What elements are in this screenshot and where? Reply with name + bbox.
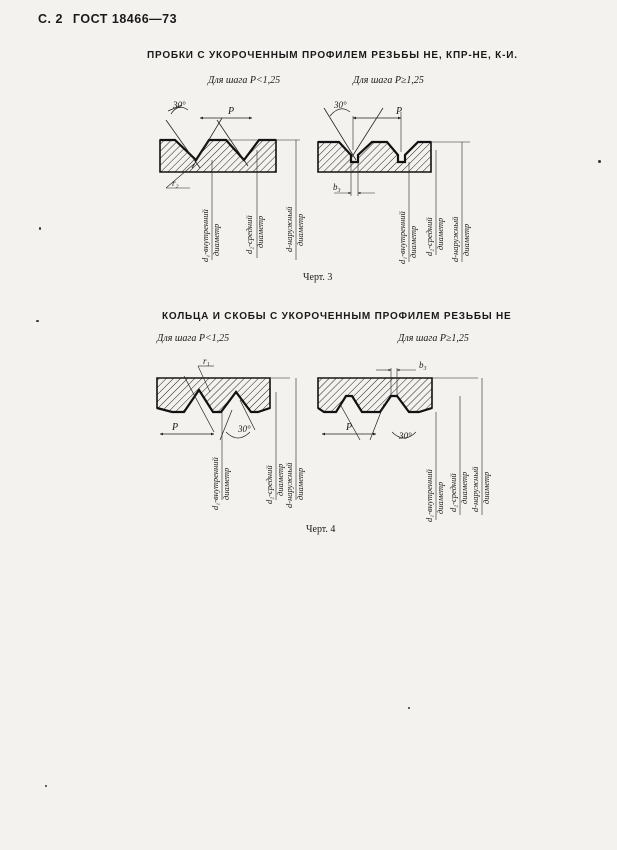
d1-label-ring-right: d₁-внутренний	[424, 469, 434, 522]
d1-label: d₁-внутренний	[200, 209, 210, 262]
angle-label-right: 30°	[334, 100, 347, 110]
angle-label-ring-right: 30°	[399, 431, 412, 441]
d-diameter-label: диаметр	[295, 213, 305, 246]
d2-label: d₂-средний	[244, 215, 254, 254]
section2-caption-right: Для шага P≥1,25	[398, 333, 469, 344]
d2-label-ring-right: d₂-средний	[448, 473, 458, 512]
d1-label-ring: d₁-внутренний	[210, 457, 220, 510]
section2-caption-left: Для шага P<1,25	[157, 333, 230, 344]
section1-caption-left: Для шага P<1,25	[208, 75, 281, 86]
figure-caption-4: Черт. 4	[306, 524, 336, 535]
scan-speck	[598, 160, 601, 163]
d1-diameter-label-ring: диаметр	[221, 467, 231, 500]
d2-diameter-label-right: диаметр	[435, 217, 445, 250]
scan-speck	[408, 707, 410, 709]
b3-label-ring: b₃	[419, 360, 427, 370]
drawing-plug-small-pitch	[160, 100, 305, 262]
angle-label-ring: 30°	[238, 424, 251, 434]
b3-label: b₃	[333, 182, 341, 192]
standard-number: ГОСТ 18466—73	[72, 12, 178, 26]
d-label-right: d-наружный	[450, 216, 460, 262]
r2-label: r₂	[172, 178, 179, 188]
section2-title: КОЛЬЦА И СКОБЫ С УКОРОЧЕННЫМ ПРОФИЛЕМ РЕЗЬБЫ НЕ	[162, 311, 512, 322]
drawing-plug-large-pitch	[318, 100, 471, 264]
angle-label: 30°	[173, 100, 186, 110]
d-diameter-label-right: диаметр	[461, 223, 471, 256]
d-label: d-наружный	[284, 206, 294, 252]
d-diameter-label-ring: диаметр	[295, 467, 305, 500]
d-label-ring-right: d-наружный	[470, 466, 480, 512]
d-label-ring: d-наружный	[284, 462, 294, 508]
d1-diameter-label: диаметр	[211, 223, 221, 256]
section1-caption-right: Для шага P≥1,25	[353, 75, 424, 86]
pitch-label: P	[228, 106, 235, 117]
page-number: С. 2	[38, 12, 63, 26]
drawing-ring-large-pitch	[318, 360, 491, 522]
d2-diameter-label-ring: диаметр	[275, 463, 285, 496]
scan-speck	[45, 785, 47, 787]
d1-diameter-label-right: диаметр	[408, 225, 418, 258]
drawing-ring-small-pitch	[157, 356, 305, 510]
d-diameter-label-ring-right: диаметр	[481, 471, 491, 504]
d2-diameter-label: диаметр	[255, 215, 265, 248]
figure-caption-3: Черт. 3	[303, 272, 333, 283]
pitch-label-ring-right: P	[346, 422, 353, 433]
section1-title: ПРОБКИ С УКОРОЧЕННЫМ ПРОФИЛЕМ РЕЗЬБЫ НЕ, КПР-НЕ, К-И.	[147, 50, 518, 61]
d2-diameter-label-ring-right: диаметр	[459, 471, 469, 504]
r1-label: r₁	[203, 356, 210, 366]
scan-speck	[39, 227, 41, 230]
d2-label-ring: d₂-средний	[264, 465, 274, 504]
d1-label-right: d₁-внутренний	[397, 211, 407, 264]
scan-speck	[36, 320, 39, 322]
pitch-label-ring: P	[172, 422, 179, 433]
pitch-label-right: P	[396, 106, 403, 117]
d1-diameter-label-ring-right: диаметр	[435, 481, 445, 514]
d2-label-right: d₂-средний	[424, 217, 434, 256]
